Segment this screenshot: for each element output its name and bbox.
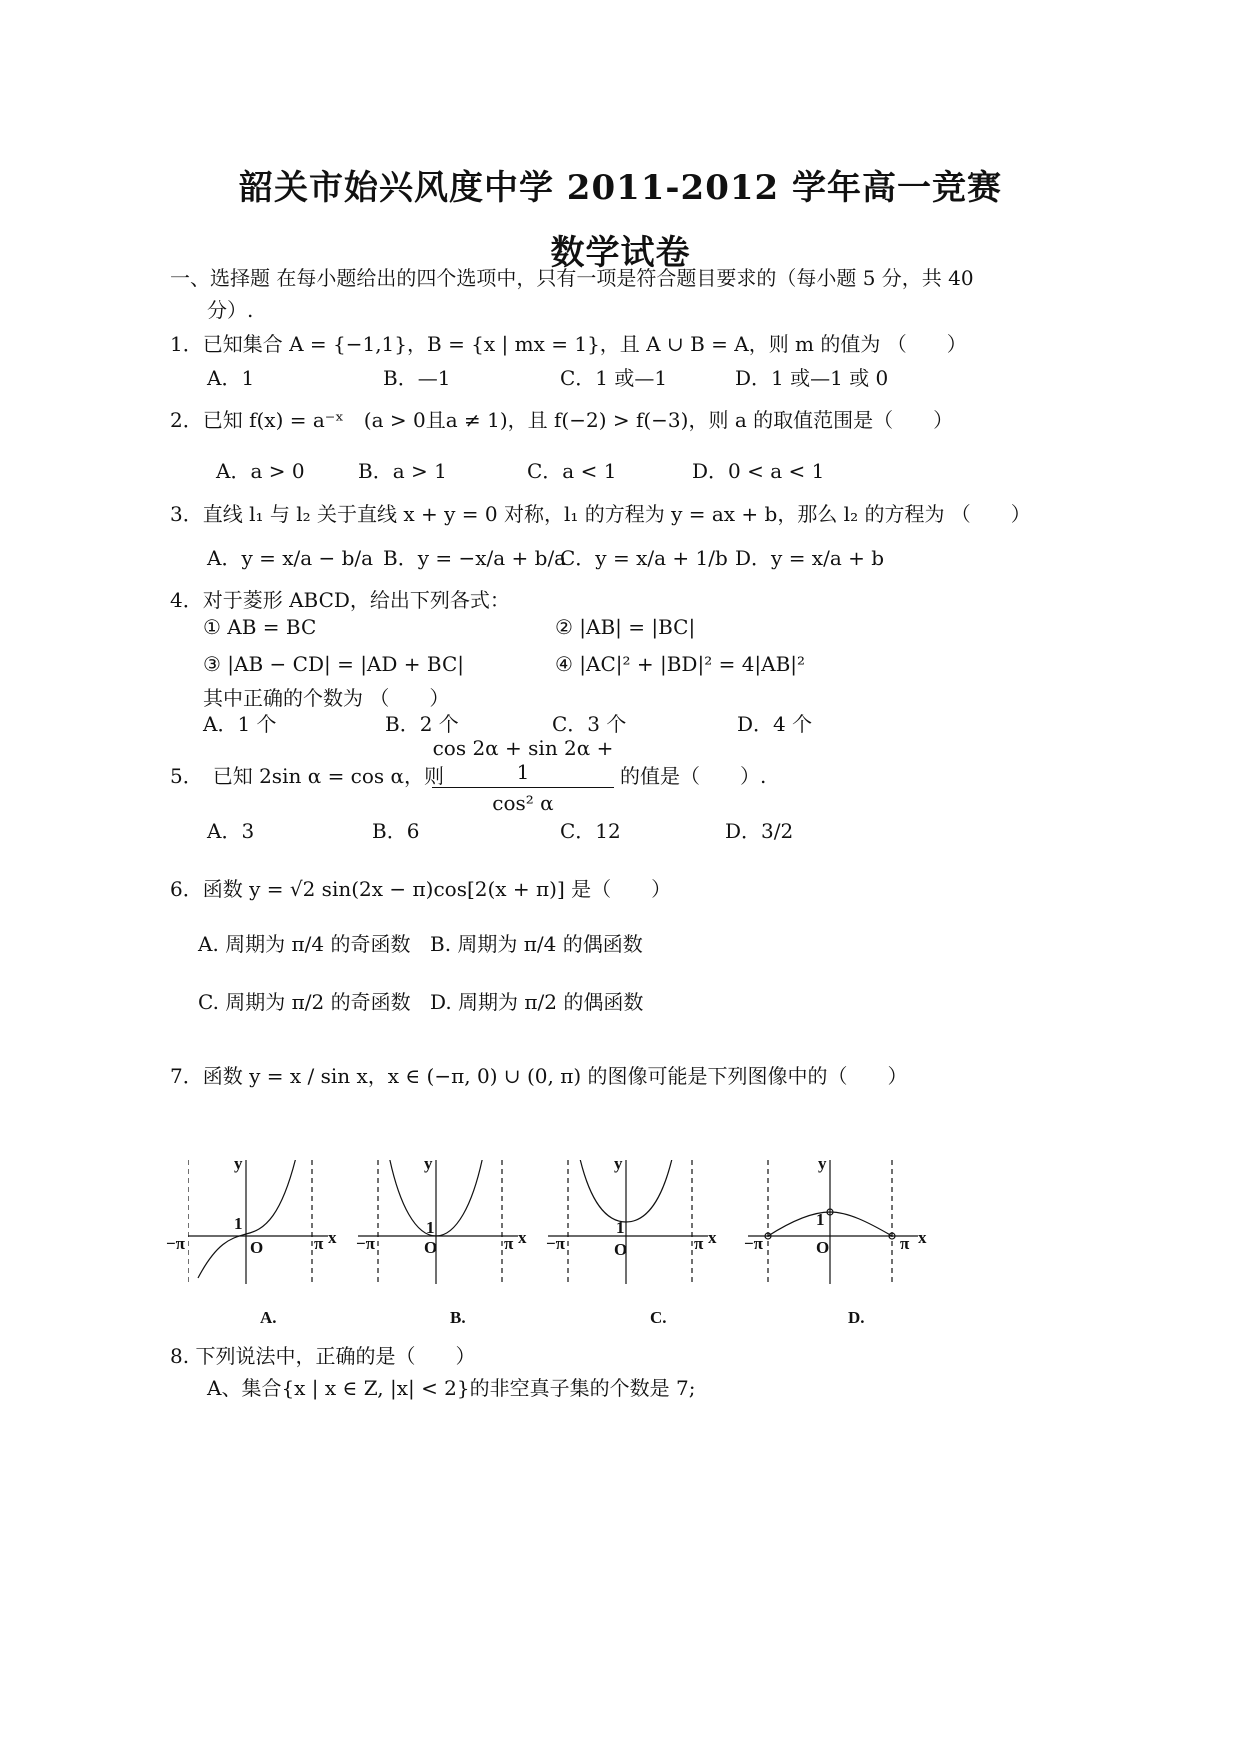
q1-option-d: D．1 或—1 或 0 (735, 366, 889, 390)
question-3-stem: 3．直线 l₁ 与 l₂ 关于直线 x + y = 0 对称，l₁ 的方程为 y = ax + b，那么 l₂ 的方程为 （ ） (170, 502, 1031, 526)
graph-c-one: 1 (616, 1218, 625, 1237)
q5-fraction-numerator: cos 2α + sin 2α + 1 (432, 736, 614, 784)
graph-c-label: C. (650, 1308, 667, 1327)
graph-b-label: B. (450, 1308, 466, 1327)
question-4-stem: 4．对于菱形 ABCD，给出下列各式： (170, 588, 510, 612)
q3-option-c: C．y = x/a + 1/b (560, 546, 728, 570)
graph-a-origin: O (250, 1238, 264, 1257)
question-5-stem-suffix: 的值是（ ）. (620, 764, 767, 788)
q2-option-c: C．a < 1 (527, 459, 617, 483)
graph-b (358, 1160, 518, 1284)
graph-c-origin: O (614, 1240, 628, 1259)
page-title: 韶关市始兴风度中学 2011-2012 学年高一竞赛 (238, 168, 1003, 208)
q1-option-c: C．1 或—1 (560, 366, 668, 390)
graph-a-neg-pi: −π (166, 1234, 186, 1253)
section-heading-cont: 分）. (207, 298, 254, 322)
section-heading: 一、选择题 在每小题给出的四个选项中，只有一项是符合题目要求的（每小题 5 分，共 40 (170, 266, 974, 290)
q4-option-a: A．1 个 (203, 712, 277, 736)
question-1-stem: 1．已知集合 A = {−1,1}，B = {x | mx = 1}，且 A ∪ B = A，则 m 的值为 （ ） (170, 332, 967, 356)
q3-option-a: A．y = x/a − b/a (207, 546, 374, 570)
q3-option-b: B．y = −x/a + b/a (383, 546, 567, 570)
q6-option-c: C. 周期为 π/2 的奇函数 (198, 990, 411, 1014)
graph-b-origin: O (424, 1238, 438, 1257)
graph-d-one: 1 (816, 1210, 825, 1229)
graph-d-x-label: x (918, 1228, 927, 1247)
graph-a (188, 1160, 328, 1284)
graph-a-pi: π (314, 1234, 324, 1253)
graph-d (748, 1160, 918, 1284)
q1-option-b: B．—1 (383, 366, 451, 390)
q8-option-a: A、集合{x | x ∈ Z, |x| < 2}的非空真子集的个数是 7; (207, 1376, 696, 1400)
graph-c-pi: π (694, 1234, 704, 1253)
q5-option-c: C．12 (560, 819, 621, 843)
graph-c-y-label: y (614, 1154, 623, 1173)
graph-b-neg-pi: −π (356, 1234, 376, 1253)
q5-fraction (432, 736, 614, 815)
q5-fraction-denominator: cos² α (492, 791, 554, 815)
graph-c-x-label: x (708, 1228, 717, 1247)
q4-option-b: B．2 个 (385, 712, 459, 736)
q4-item-3: ③ |AB − CD| = |AD + BC| (203, 652, 464, 676)
question-8-stem: 8. 下列说法中，正确的是（ ） (170, 1344, 476, 1368)
q4-item-2: ② |AB| = |BC| (555, 615, 696, 639)
graph-d-y-label: y (818, 1154, 827, 1173)
graph-a-one: 1 (234, 1214, 243, 1233)
graph-b-one: 1 (426, 1218, 435, 1237)
question-7-stem: 7．函数 y = x / sin x，x ∈ (−π, 0) ∪ (0, π) 的图像可能是下列图像中的（ ） (170, 1064, 908, 1088)
graph-a-x-label: x (328, 1228, 337, 1247)
graph-d-pi: π (900, 1234, 910, 1253)
q6-option-b: B. 周期为 π/4 的偶函数 (430, 932, 643, 956)
q2-option-a: A．a > 0 (216, 459, 305, 483)
q5-option-d: D．3/2 (725, 819, 794, 843)
graph-a-label: A. (260, 1308, 277, 1327)
graph-d-neg-pi: −π (744, 1234, 764, 1253)
q3-option-d: D．y = x/a + b (735, 546, 885, 570)
q2-option-b: B．a > 1 (358, 459, 447, 483)
q5-option-b: B．6 (372, 819, 420, 843)
graph-b-x-label: x (518, 1228, 527, 1247)
graph-d-origin: O (816, 1238, 830, 1257)
q2-option-d: D．0 < a < 1 (692, 459, 825, 483)
question-6-stem: 6．函数 y = √2 sin(2x − π)cos[2(x + π)] 是（ ） (170, 877, 672, 901)
question-2-stem: 2．已知 f(x) = a⁻ˣ (a > 0且a ≠ 1)，且 f(−2) > f(−3)，则 a 的取值范围是（ ） (170, 408, 954, 432)
graph-d-label: D. (848, 1308, 865, 1327)
graph-a-y-label: y (234, 1154, 243, 1173)
q6-option-a: A. 周期为 π/4 的奇函数 (198, 932, 411, 956)
q4-item-1: ① AB = BC (203, 615, 317, 639)
q4-item-4: ④ |AC|² + |BD|² = 4|AB|² (555, 652, 806, 676)
graph-b-y-label: y (424, 1154, 433, 1173)
graph-c-neg-pi: −π (546, 1234, 566, 1253)
q6-option-d: D. 周期为 π/2 的偶函数 (430, 990, 644, 1014)
q7-graphs (166, 1154, 948, 1327)
graph-b-pi: π (504, 1234, 514, 1253)
page-subtitle: 数学试卷 (550, 233, 691, 273)
question-5-stem-prefix: 5． 已知 2sin α = cos α，则 (170, 764, 445, 788)
q5-option-a: A．3 (207, 819, 255, 843)
graph-c (548, 1160, 708, 1284)
q7-graphs-svg (188, 1160, 948, 1300)
q4-count-prompt: 其中正确的个数为 （ ） (203, 686, 450, 710)
q4-option-c: C．3 个 (552, 712, 627, 736)
q4-option-d: D．4 个 (737, 712, 813, 736)
q1-option-a: A．1 (207, 366, 255, 390)
